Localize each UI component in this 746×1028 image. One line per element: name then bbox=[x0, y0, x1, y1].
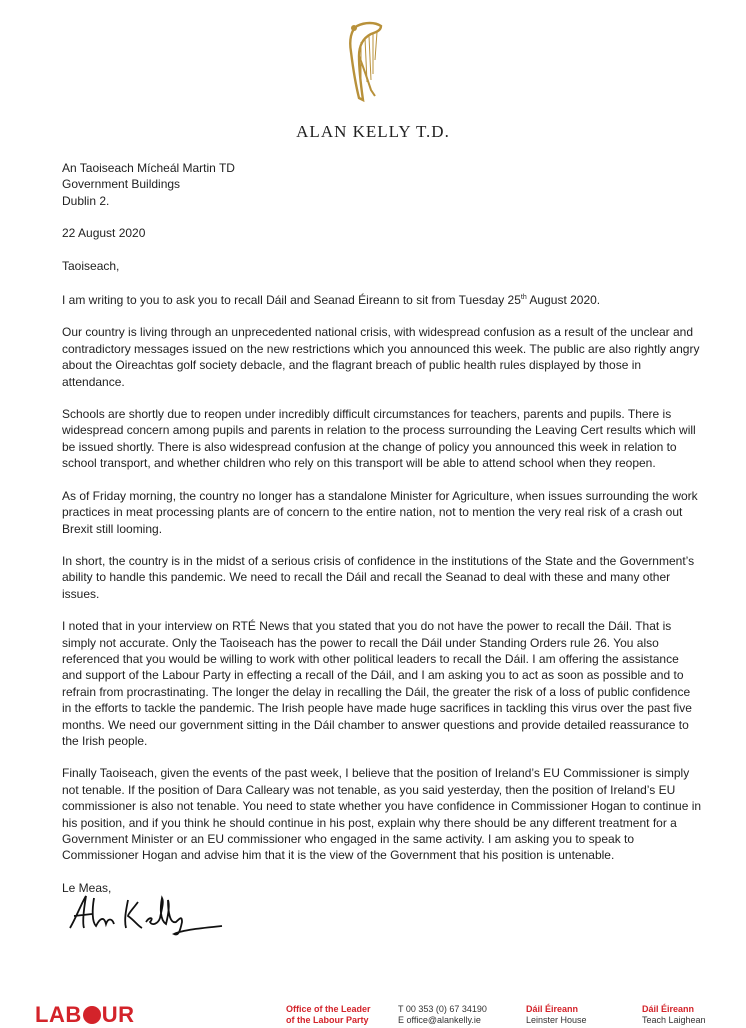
paragraph-7: Finally Taoiseach, given the events of the past week, I believe that the position of Ireland’s EU Commissioner is simply not tenable. If the position of Dara Calleary was not tenable, as you said yesterday, then the position of Ireland’s EU commissioner is also not tenable. You need to state whether you have confidence in Commissioner Hogan to continue in his position, and if you think he should continue in his post, explain why there should be any different treatment for a Government Minister or an EU commissioner who engaged in the same activity. I am asking you to speak to Commissioner Hogan and advise him that it is the view of the Government that his position is untenable. bbox=[62, 766, 702, 863]
footer-office-line-1: Office of the Leader bbox=[286, 1004, 371, 1014]
footer-contact bbox=[398, 1004, 487, 1026]
paragraph-5: In short, the country is in the midst of a serious crisis of confidence in the institutions of the State and the Government’s ability to handle this pandemic. We need to recall the Dáil and recall the Seanad to deal with these and many other issues. bbox=[62, 553, 695, 601]
address-line-3: Dublin 2. bbox=[62, 193, 110, 208]
footer-office bbox=[286, 1004, 371, 1026]
footer-phone: T 00 353 (0) 67 34190 bbox=[398, 1004, 487, 1014]
footer-email[interactable]: E office@alankelly.ie bbox=[398, 1015, 481, 1025]
paragraph-1-tail: August 2020. bbox=[526, 293, 601, 308]
footer-dail-2 bbox=[642, 1004, 706, 1026]
paragraph-1-superscript: th bbox=[520, 294, 527, 302]
letter-body bbox=[62, 160, 702, 912]
footer-dail-1-sub: Leinster House bbox=[526, 1015, 587, 1025]
salutation: Taoiseach, bbox=[62, 258, 120, 273]
footer-office-line-2: of the Labour Party bbox=[286, 1015, 369, 1025]
labour-logo-left: LAB bbox=[35, 1002, 82, 1027]
footer-dail-1-title: Dáil Éireann bbox=[526, 1004, 579, 1014]
letterhead-name: ALAN KELLY T.D. bbox=[296, 122, 450, 141]
footer bbox=[0, 1000, 746, 1027]
labour-logo-right: UR bbox=[101, 1002, 135, 1027]
paragraph-1-text: I am writing to you to ask you to recall Dáil and Seanad Éireann to sit from Tuesday 25 bbox=[62, 293, 521, 308]
paragraph-6: I noted that in your interview on RTÉ News that you stated that you do not have the power to recall the Dáil. That is simply not accurate. Only the Taoiseach has the power to recall the Dáil under Standing Orders rule 26. You also referenced that you would be willing to work with other political leaders to recall the Dáil. I am offering the assistance and support of the Labour Party in effecting a recall of the Dáil, and I am asking you to act as soon as possible and to refrain from procrastinating. The longer the delay in recalling the Dáil, the greater the risk of a loss of public confidence in the efforts to tackle the pandemic. The Irish people have made huge sacrifices in tackling this virus over the past five months. We need our government sitting in the Dáil chamber to answer questions and provide detailed reassurance to the Irish people. bbox=[62, 619, 692, 748]
rose-icon bbox=[83, 1006, 101, 1024]
harp-emblem-icon bbox=[345, 20, 385, 104]
footer-dail-1 bbox=[526, 1004, 587, 1026]
paragraph-4: As of Friday morning, the country no longer has a standalone Minister for Agriculture, when issues surrounding the work practices in meat processing plants are of concern to the entire nation, not to mention the very real risk of a crash out Brexit still looming. bbox=[62, 488, 698, 536]
address-line-2: Government Buildings bbox=[62, 177, 181, 192]
paragraph-1 bbox=[62, 290, 702, 308]
footer-dail-2-title: Dáil Éireann bbox=[642, 1004, 695, 1014]
letter-date: 22 August 2020 bbox=[62, 226, 146, 241]
paragraph-3: Schools are shortly due to reopen under incredibly difficult circumstances for teachers, parents and pupils. There is widespread concern among pupils and parents in relation to the process surrounding the Leaving Cert results which will be issued shortly. There is also widespread confusion at the change of policy you announced this week in relation to school transport, and whether children who rely on this transport will be able to attend school when they reopen. bbox=[62, 407, 696, 471]
closing: Le Meas, bbox=[62, 880, 112, 895]
address-line-1: An Taoiseach Mícheál Martin TD bbox=[62, 161, 235, 175]
signature bbox=[62, 888, 232, 938]
labour-logo bbox=[35, 1002, 135, 1028]
paragraph-2: Our country is living through an unprecedented national crisis, with widespread confusion as a result of the unclear and contradictory messages issued on the new restrictions which you announced this week. The public are also rightly angry about the Oireachtas golf society debacle, and the flagrant breach of public health rules displayed by those in attendance. bbox=[62, 325, 700, 389]
footer-dail-2-sub: Teach Laighean bbox=[642, 1015, 706, 1025]
